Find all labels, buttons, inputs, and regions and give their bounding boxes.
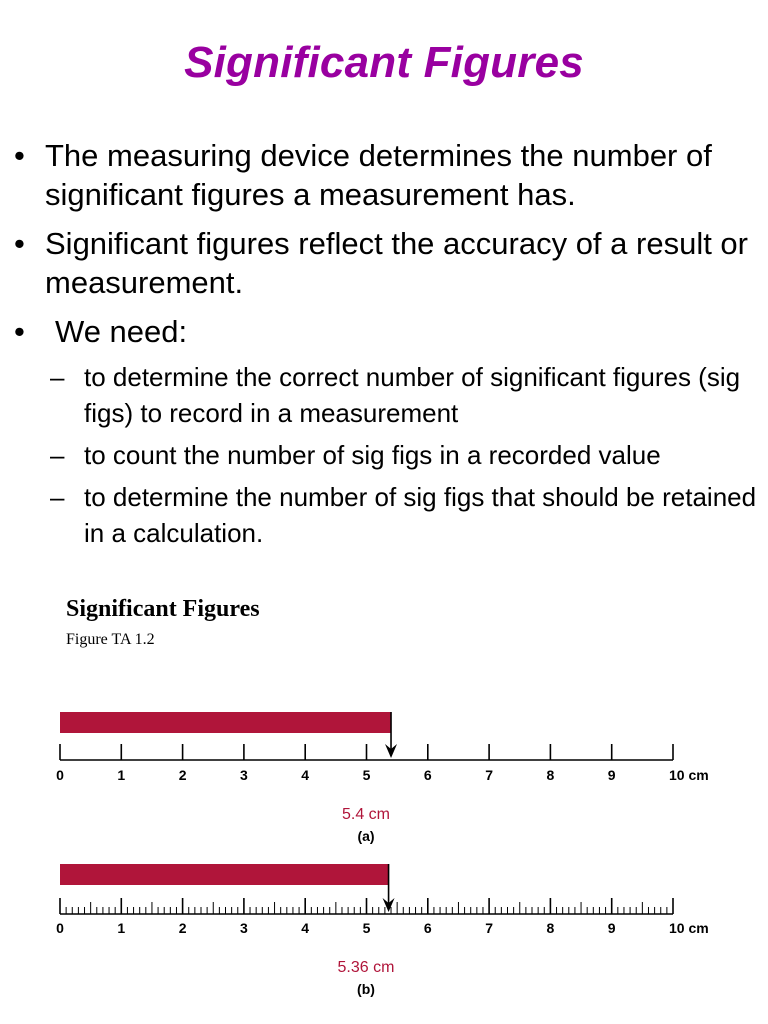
measured-bar — [60, 864, 389, 885]
figure-subtitle: Figure TA 1.2 — [66, 631, 155, 648]
measured-bar — [60, 712, 391, 733]
ruler-caption: (a) — [357, 828, 375, 844]
ruler-tick-label: 3 — [240, 767, 248, 783]
sub-bullet-item: – to determine the number of sig figs that should be retained in a calculation. — [50, 479, 762, 551]
ruler-tick-label: 10 cm — [669, 767, 709, 783]
bullet-item: • Significant figures reflect the accuracy of a result or measurement. — [14, 224, 762, 302]
ruler-tick-label: 6 — [423, 920, 432, 936]
ruler-tick-label: 9 — [607, 920, 616, 936]
ruler-tick-label: 9 — [607, 767, 616, 783]
ruler-tick-label: 8 — [546, 920, 555, 936]
ruler-tick-label: 1 — [117, 920, 126, 936]
ruler-tick-label: 5 — [362, 767, 371, 783]
ruler-tick-label: 7 — [485, 767, 493, 783]
ruler-tick-label: 8 — [546, 767, 555, 783]
sub-bullet-item: – to count the number of sig figs in a recorded value — [50, 437, 762, 473]
bullet-text: We need: — [55, 314, 188, 349]
ruler-tick-label: 1 — [117, 767, 126, 783]
sub-bullet-item: – to determine the correct number of significant figures (sig figs) to record in a measurement — [50, 359, 762, 431]
figure-title: Significant Figures — [66, 596, 260, 622]
ruler-tick-label: 4 — [301, 920, 310, 936]
ruler-tick-label: 6 — [423, 767, 432, 783]
ruler-tick-label: 3 — [240, 920, 248, 936]
reading-value: 5.36 cm — [337, 959, 395, 976]
ruler-tick-label: 0 — [56, 767, 64, 783]
slide-title: Significant Figures — [184, 38, 584, 87]
ruler-tick-label: 0 — [56, 920, 64, 936]
ruler-tick-label: 5 — [362, 920, 371, 936]
ruler-tick-label: 2 — [178, 767, 187, 783]
ruler-tick-label: 2 — [178, 920, 187, 936]
ruler-tick-label: 10 cm — [669, 920, 709, 936]
reading-value: 5.4 cm — [341, 806, 391, 823]
ruler-tick-label: 4 — [301, 767, 310, 783]
ruler-caption: (b) — [357, 981, 375, 997]
bullet-item: • The measuring device determines the number of significant figures a measurement has. — [14, 136, 762, 214]
ruler-tick-label: 7 — [485, 920, 493, 936]
